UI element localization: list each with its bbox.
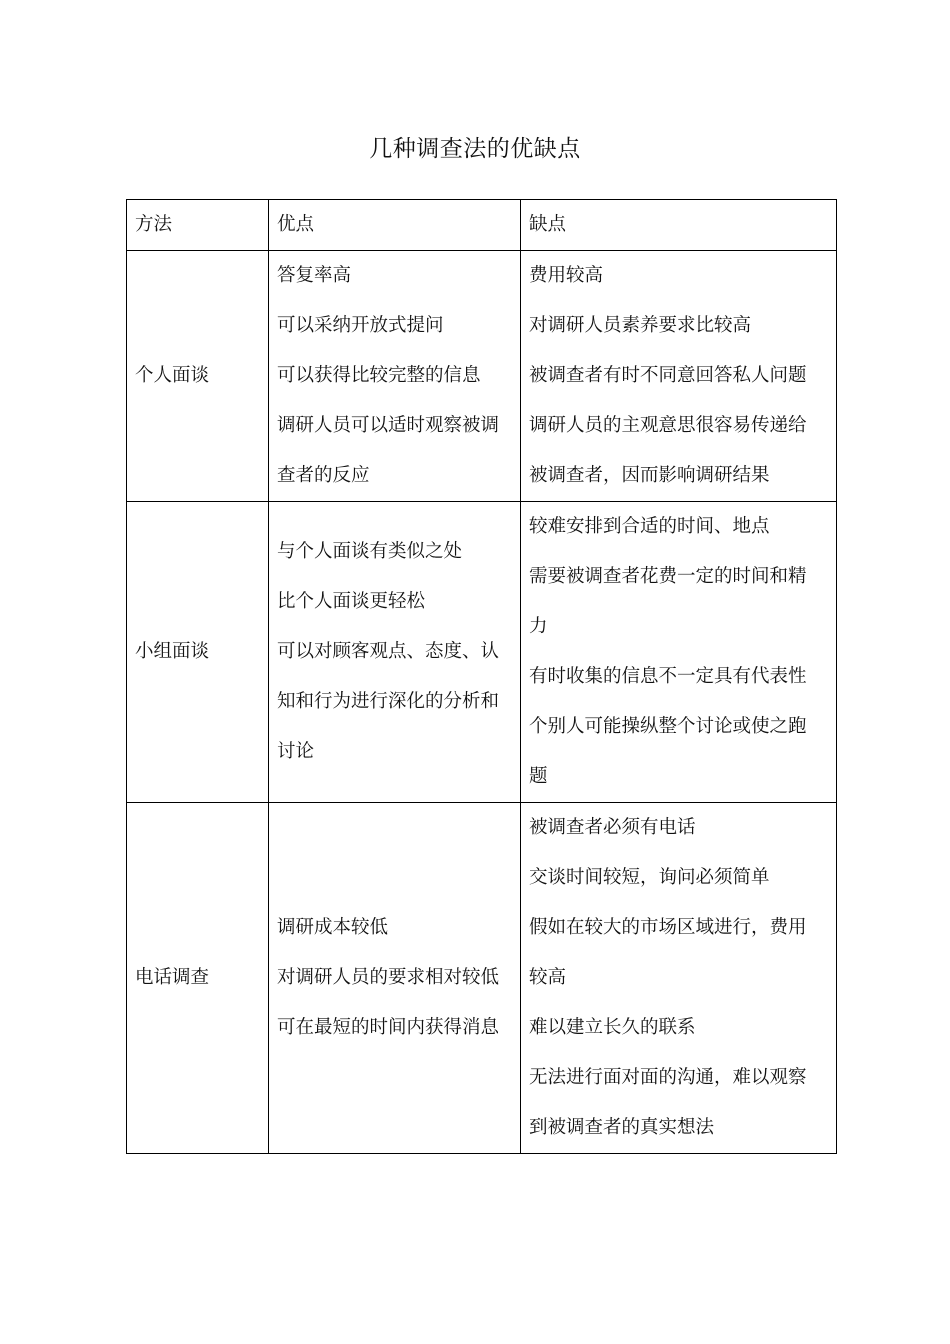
- pros-line: 可在最短的时间内获得消息: [277, 1017, 500, 1038]
- pros-cell: [269, 502, 521, 803]
- cons-line: 无法进行面对面的沟通，难以观察: [529, 1067, 807, 1088]
- cons-line: 力: [529, 616, 548, 637]
- cons-line: 个别人可能操纵整个讨论或使之跑: [529, 716, 807, 737]
- pros-line: 比个人面谈更轻松: [277, 591, 426, 612]
- pros-line: 调研人员可以适时观察被调: [277, 415, 500, 436]
- pros-cell: [269, 251, 521, 502]
- method-cell: 个人面谈: [127, 251, 269, 502]
- cons-line: 较高: [529, 967, 567, 988]
- pros-line: 可以获得比较完整的信息: [277, 365, 481, 386]
- cons-line: 题: [529, 766, 548, 787]
- header-pros: 优点: [269, 200, 521, 251]
- cons-line: 调研人员的主观意思很容易传递给: [529, 415, 807, 436]
- cons-line: 难以建立长久的联系: [529, 1017, 696, 1038]
- pros-line: 查者的反应: [277, 465, 370, 486]
- cons-cell: [521, 803, 837, 1154]
- header-method: 方法: [127, 200, 269, 251]
- pros-line: 与个人面谈有类似之处: [277, 541, 463, 562]
- cons-line: 假如在较大的市场区域进行，费用: [529, 917, 807, 938]
- cons-line: 有时收集的信息不一定具有代表性: [529, 666, 807, 687]
- cons-line: 交谈时间较短，询问必须简单: [529, 867, 770, 888]
- cons-line: 需要被调查者花费一定的时间和精: [529, 566, 807, 587]
- cons-line: 被调查者必须有电话: [529, 817, 696, 838]
- method-cell: 电话调查: [127, 803, 269, 1154]
- pros-cell: [269, 803, 521, 1154]
- cons-line: 较难安排到合适的时间、地点: [529, 516, 770, 537]
- header-cons: 缺点: [521, 200, 837, 251]
- table-row: [127, 502, 837, 803]
- pros-line: 可以对顾客观点、态度、认: [277, 641, 500, 662]
- cons-line: 到被调查者的真实想法: [529, 1117, 715, 1138]
- cons-line: 被调查者有时不同意回答私人问题: [529, 365, 807, 386]
- method-cell: 小组面谈: [127, 502, 269, 803]
- cons-line: 费用较高: [529, 265, 604, 286]
- table-row: [127, 251, 837, 502]
- pros-line: 可以采纳开放式提问: [277, 315, 444, 336]
- page-title: 几种调查法的优缺点: [369, 136, 581, 162]
- pros-line: 知和行为进行深化的分析和: [277, 691, 500, 712]
- pros-line: 讨论: [277, 741, 315, 762]
- cons-line: 对调研人员素养要求比较高: [529, 315, 752, 336]
- cons-cell: [521, 251, 837, 502]
- cons-cell: [521, 502, 837, 803]
- table-header-row: [127, 200, 837, 251]
- table-row: [127, 803, 837, 1154]
- cons-line: 被调查者，因而影响调研结果: [529, 465, 770, 486]
- pros-line: 答复率高: [277, 265, 352, 286]
- comparison-table: [126, 199, 837, 1154]
- pros-line: 调研成本较低: [277, 917, 389, 938]
- pros-line: 对调研人员的要求相对较低: [277, 967, 500, 988]
